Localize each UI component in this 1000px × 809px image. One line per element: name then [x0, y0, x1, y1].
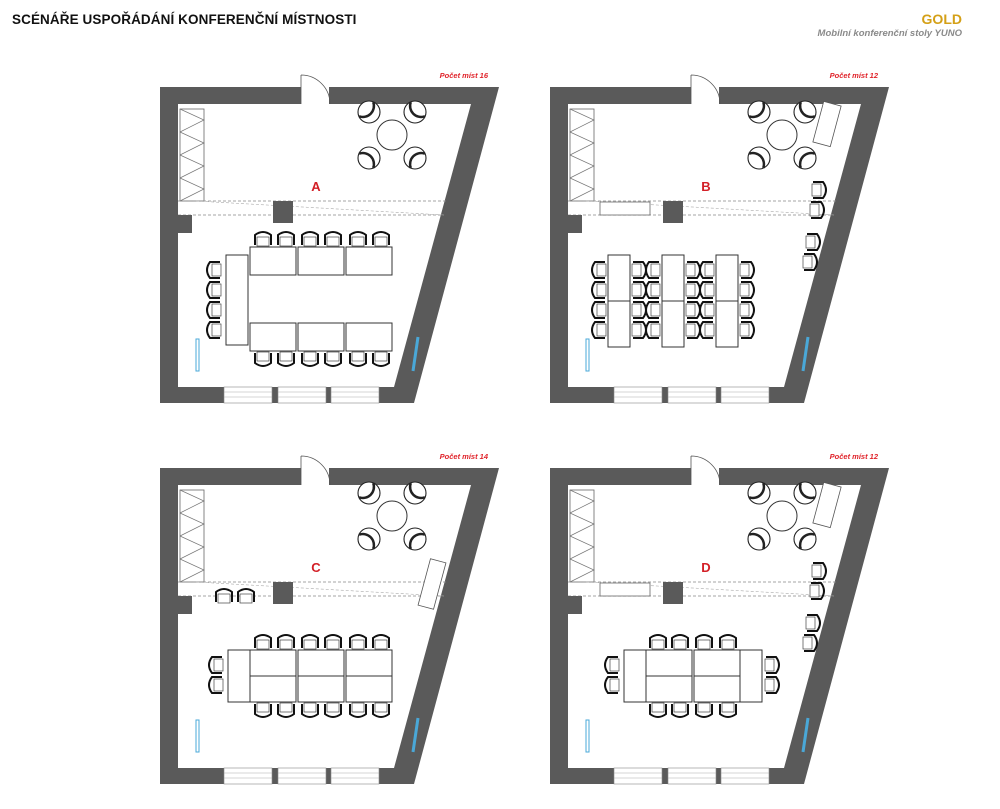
- radiator: [196, 720, 199, 752]
- conference-table: [298, 323, 344, 351]
- conference-table: [298, 676, 344, 702]
- wall-stub: [178, 596, 192, 614]
- conference-table: [694, 676, 740, 702]
- door-opening: [691, 87, 719, 104]
- window: [224, 387, 272, 403]
- conference-table: [716, 301, 738, 347]
- plan-d: [550, 452, 889, 784]
- radiator: [586, 339, 589, 371]
- partition-icon: [570, 109, 594, 201]
- conference-table: [662, 301, 684, 347]
- conference-table: [716, 255, 738, 301]
- seat-count-caption: Počet míst 16: [439, 71, 488, 80]
- column: [663, 201, 683, 223]
- scenario-letter: A: [311, 179, 321, 194]
- side-bench: [600, 202, 650, 215]
- window: [614, 387, 662, 403]
- column: [273, 582, 293, 604]
- partition-icon: [180, 490, 204, 582]
- window: [614, 768, 662, 784]
- radiator: [196, 339, 199, 371]
- conference-table: [662, 255, 684, 301]
- conference-table: [346, 323, 392, 351]
- conference-table: [250, 676, 296, 702]
- conference-table: [646, 650, 692, 676]
- page-title: SCÉNÁŘE USPOŘÁDÁNÍ KONFERENČNÍ MÍSTNOSTI: [12, 12, 357, 27]
- conference-table: [346, 650, 392, 676]
- conference-table: [608, 301, 630, 347]
- round-table: [377, 120, 407, 150]
- side-bench: [600, 583, 650, 596]
- conference-table: [250, 247, 296, 275]
- seat-count-caption: Počet míst 12: [829, 71, 878, 80]
- window: [224, 768, 272, 784]
- plan-c: [160, 452, 499, 784]
- partition-icon: [180, 109, 204, 201]
- window: [721, 387, 769, 403]
- brand-name: GOLD: [921, 11, 962, 27]
- window: [278, 387, 326, 403]
- conference-table: [740, 650, 762, 702]
- conference-table: [298, 247, 344, 275]
- conference-table: [298, 650, 344, 676]
- conference-table: [694, 650, 740, 676]
- column: [663, 582, 683, 604]
- round-table: [767, 501, 797, 531]
- wall-stub: [568, 596, 582, 614]
- brand-subtitle: Mobilní konferenční stoly YUNO: [817, 28, 962, 39]
- round-table: [377, 501, 407, 531]
- conference-table: [624, 650, 646, 702]
- scenario-letter: B: [701, 179, 711, 194]
- radiator: [586, 720, 589, 752]
- round-table: [767, 120, 797, 150]
- conference-table: [250, 323, 296, 351]
- door-opening: [301, 468, 329, 485]
- window: [331, 387, 379, 403]
- plan-b: [550, 71, 889, 403]
- conference-table: [226, 255, 248, 345]
- window: [278, 768, 326, 784]
- wall-stub: [178, 215, 192, 233]
- conference-table: [346, 247, 392, 275]
- window: [331, 768, 379, 784]
- scenario-letter: C: [311, 560, 321, 575]
- conference-table: [646, 676, 692, 702]
- partition-icon: [570, 490, 594, 582]
- column: [273, 201, 293, 223]
- seat-count-caption: Počet míst 14: [439, 452, 488, 461]
- plan-a: [160, 71, 499, 403]
- conference-table: [250, 650, 296, 676]
- window: [668, 768, 716, 784]
- wall-stub: [568, 215, 582, 233]
- seat-count-caption: Počet míst 12: [829, 452, 878, 461]
- door-opening: [301, 87, 329, 104]
- scenario-letter: D: [701, 560, 711, 575]
- conference-table: [346, 676, 392, 702]
- window: [668, 387, 716, 403]
- conference-table: [608, 255, 630, 301]
- door-opening: [691, 468, 719, 485]
- conference-table: [228, 650, 250, 702]
- window: [721, 768, 769, 784]
